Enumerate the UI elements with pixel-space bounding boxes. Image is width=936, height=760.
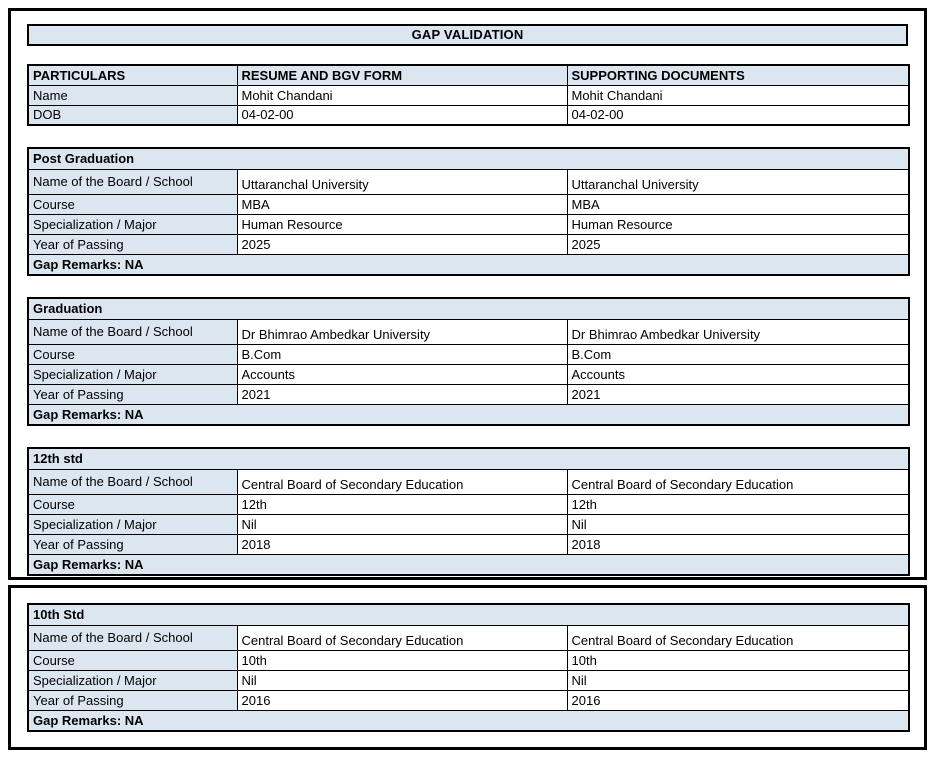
row-label: Specialization / Major xyxy=(28,514,237,534)
table-row xyxy=(28,319,909,344)
table-row xyxy=(28,625,909,650)
info-header-row xyxy=(28,65,909,85)
table-row xyxy=(28,650,909,670)
table-row xyxy=(28,384,909,404)
row-label: Name of the Board / School xyxy=(28,625,237,650)
table-row xyxy=(28,469,909,494)
resume-value: Nil xyxy=(237,670,567,690)
info-row-dob xyxy=(28,105,909,125)
table-row xyxy=(28,534,909,554)
row-label: Course xyxy=(28,194,237,214)
supporting-value: Nil xyxy=(567,514,909,534)
supporting-value: 2021 xyxy=(567,384,909,404)
supporting-value: Central Board of Secondary Education xyxy=(567,469,909,494)
supporting-value: 12th xyxy=(567,494,909,514)
candidate-info-table xyxy=(27,64,910,126)
page-frame-top xyxy=(8,8,927,580)
gap-remarks: Gap Remarks: NA xyxy=(28,710,909,731)
resume-value: 10th xyxy=(237,650,567,670)
row-label: Name xyxy=(28,85,237,105)
table-row xyxy=(28,494,909,514)
section-title-row xyxy=(28,448,909,469)
row-label: Specialization / Major xyxy=(28,670,237,690)
gap-remarks-row xyxy=(28,254,909,275)
section-title: Graduation xyxy=(28,298,909,319)
table-row xyxy=(28,169,909,194)
supporting-value: MBA xyxy=(567,194,909,214)
row-label: Name of the Board / School xyxy=(28,169,237,194)
resume-value: Dr Bhimrao Ambedkar University xyxy=(237,319,567,344)
row-label: Course xyxy=(28,494,237,514)
resume-value: Uttaranchal University xyxy=(237,169,567,194)
resume-value: 2021 xyxy=(237,384,567,404)
resume-value: Nil xyxy=(237,514,567,534)
row-label: Course xyxy=(28,650,237,670)
supporting-value: Nil xyxy=(567,670,909,690)
supporting-value: Human Resource xyxy=(567,214,909,234)
table-row xyxy=(28,194,909,214)
table-row xyxy=(28,670,909,690)
section-10th-std xyxy=(27,603,910,732)
section-title: 10th Std xyxy=(28,604,909,625)
table-row xyxy=(28,514,909,534)
row-label: Year of Passing xyxy=(28,690,237,710)
row-label: Year of Passing xyxy=(28,534,237,554)
section-title-row xyxy=(28,148,909,169)
column-header-supporting-documents: SUPPORTING DOCUMENTS xyxy=(567,65,909,85)
supporting-value: Central Board of Secondary Education xyxy=(567,625,909,650)
gap-remarks-row xyxy=(28,554,909,575)
row-label: Specialization / Major xyxy=(28,214,237,234)
table-row xyxy=(28,344,909,364)
resume-value: Central Board of Secondary Education xyxy=(237,469,567,494)
resume-value: Accounts xyxy=(237,364,567,384)
column-header-resume-bgv: RESUME AND BGV FORM xyxy=(237,65,567,85)
section-12th-std xyxy=(27,447,910,576)
row-label: DOB xyxy=(28,105,237,125)
resume-value: B.Com xyxy=(237,344,567,364)
resume-value: 2016 xyxy=(237,690,567,710)
section-title: Post Graduation xyxy=(28,148,909,169)
row-label: Year of Passing xyxy=(28,234,237,254)
table-row xyxy=(28,690,909,710)
section-post-graduation xyxy=(27,147,910,276)
row-label: Name of the Board / School xyxy=(28,319,237,344)
gap-remarks-row xyxy=(28,404,909,425)
resume-value: Central Board of Secondary Education xyxy=(237,625,567,650)
supporting-value: 10th xyxy=(567,650,909,670)
section-title-row xyxy=(28,298,909,319)
page-frame-bottom xyxy=(8,585,927,750)
resume-value: 2025 xyxy=(237,234,567,254)
resume-value: 2018 xyxy=(237,534,567,554)
gap-remarks: Gap Remarks: NA xyxy=(28,254,909,275)
table-row xyxy=(28,214,909,234)
supporting-value: Mohit Chandani xyxy=(567,85,909,105)
section-graduation xyxy=(27,297,910,426)
table-row xyxy=(28,234,909,254)
section-title-row xyxy=(28,604,909,625)
document-title: GAP VALIDATION xyxy=(27,24,908,46)
row-label: Name of the Board / School xyxy=(28,469,237,494)
resume-value: 12th xyxy=(237,494,567,514)
supporting-value: B.Com xyxy=(567,344,909,364)
supporting-value: 2016 xyxy=(567,690,909,710)
supporting-value: 2025 xyxy=(567,234,909,254)
row-label: Specialization / Major xyxy=(28,364,237,384)
row-label: Year of Passing xyxy=(28,384,237,404)
gap-remarks: Gap Remarks: NA xyxy=(28,554,909,575)
gap-remarks: Gap Remarks: NA xyxy=(28,404,909,425)
resume-value: 04-02-00 xyxy=(237,105,567,125)
supporting-value: 04-02-00 xyxy=(567,105,909,125)
table-row xyxy=(28,364,909,384)
info-row-name xyxy=(28,85,909,105)
resume-value: Mohit Chandani xyxy=(237,85,567,105)
resume-value: Human Resource xyxy=(237,214,567,234)
column-header-particulars: PARTICULARS xyxy=(28,65,237,85)
supporting-value: 2018 xyxy=(567,534,909,554)
supporting-value: Uttaranchal University xyxy=(567,169,909,194)
supporting-value: Accounts xyxy=(567,364,909,384)
supporting-value: Dr Bhimrao Ambedkar University xyxy=(567,319,909,344)
row-label: Course xyxy=(28,344,237,364)
section-title: 12th std xyxy=(28,448,909,469)
resume-value: MBA xyxy=(237,194,567,214)
gap-remarks-row xyxy=(28,710,909,731)
